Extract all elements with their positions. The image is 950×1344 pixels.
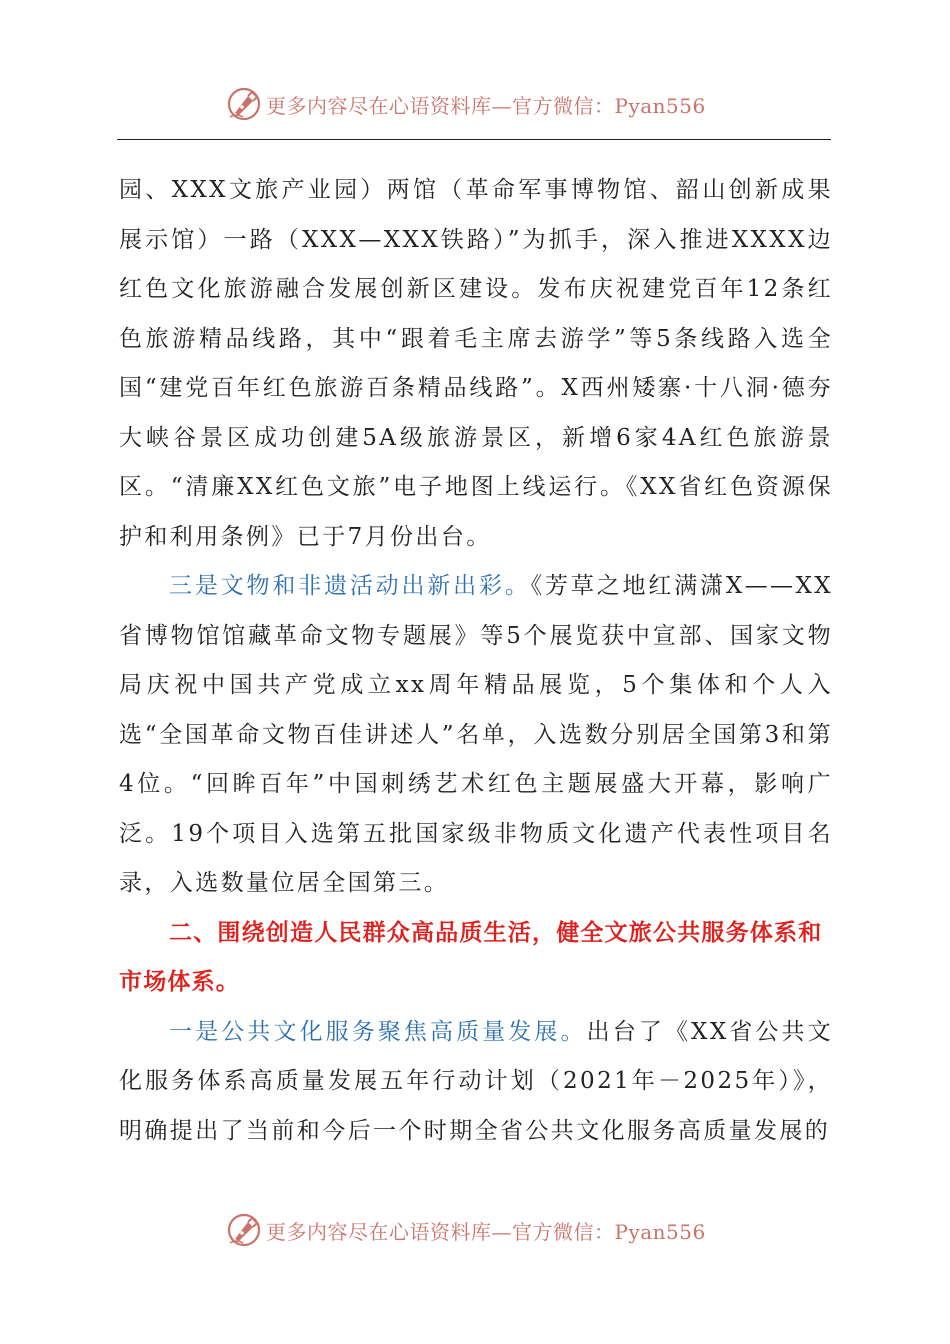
header-divider: [117, 139, 831, 140]
watermark-text: 更多内容尽在心语资料库—官方微信：Pyan556: [266, 93, 706, 118]
footer-watermark: [226, 1210, 746, 1250]
watermark-text: 更多内容尽在心语资料库—官方微信：Pyan556: [266, 1219, 706, 1244]
header-watermark: [226, 84, 746, 124]
section-heading-2: 二、围绕创造人民群众高品质生活，健全文旅公共服务体系和市场体系。: [119, 919, 823, 995]
paragraph-lead-cultural-relics: 三是文物和非遗活动出新出彩。: [169, 573, 531, 599]
paragraph-lead-public-culture: 一是公共文化服务聚焦高质量发展。: [169, 1018, 587, 1045]
paragraph-red-tourism: 园、XXX文旅产业园）两馆（革命军事博物馆、韶山创新成果展示馆）一路（XXX—XXX铁路）”为抓手，深入推进XXXX边红色文化旅游融合发展创新区建设。发布庆祝建党百年12条红色旅游精品线路，其中“跟着毛主席去游学”等5条线路入选全国“建党百年红色旅游百条精品线路”。X西州矮寨·十八洞·德夯大峡谷景区成功创建5A级旅游景区，新增6家4A红色旅游景区。“清廉XX红色文旅”电子地图上线运行。《XX省红色资源保护和利用条例》已于7月份出台。: [119, 177, 833, 550]
document-body: [119, 166, 833, 1156]
paragraph-text-public-culture: 出台了《XX省公共文化服务体系高质量发展五年行动计划（2021年－2025年）》，明确提出了当前和今后一个时期全省公共文化服务高质量发展的: [119, 1018, 834, 1144]
paragraph-public-culture: [119, 1008, 833, 1157]
pen-nib-logo-icon: [226, 1212, 262, 1248]
paragraph-cultural-relics: [119, 562, 833, 909]
pen-nib-logo-icon: [226, 86, 262, 122]
paragraph-text-cultural-relics: 《芳草之地红满潇X——XX省博物馆馆藏革命文物专题展》等5个展览获中宣部、国家文物局庆祝中国共产党成立xx周年精品展览，5个集体和个人入选“全国革命文物百佳讲述人”名单，入选数分别居全国第3和第4位。“回眸百年”中国刺绣艺术红色主题展盛大开幕，影响广泛。19个项目入选第五批国家级非物质文化遗产代表性项目名录，入选数量位居全国第三。: [119, 573, 833, 896]
